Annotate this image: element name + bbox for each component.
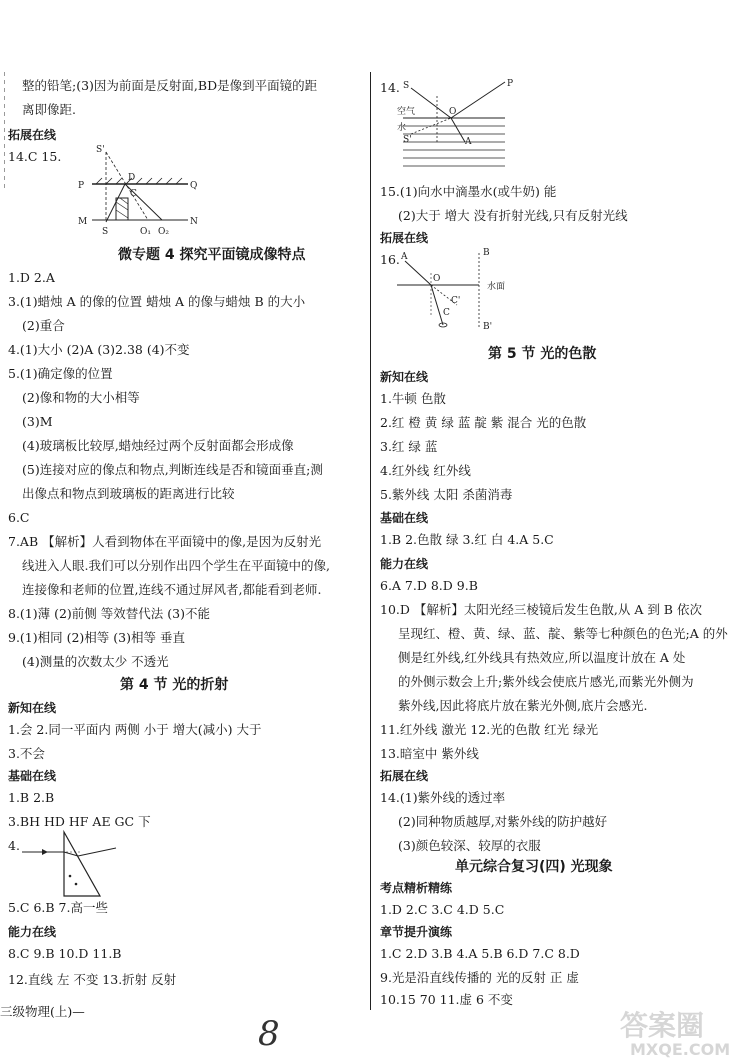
section-label: 能力在线	[8, 925, 57, 939]
section-heading: 第 5 节 光的色散	[488, 346, 597, 362]
section-heading: 微专题 4 探究平面镜成像特点	[118, 247, 306, 263]
fig16-label-a: A	[401, 252, 408, 262]
figure-mirror-construction	[70, 140, 210, 240]
answer-line: 5.C 6.B 7.高一些	[8, 900, 108, 915]
section-label: 能力在线	[380, 557, 429, 571]
figure-water-surface	[395, 245, 525, 335]
answer-line: (2)同种物质越厚,对紫外线的防护越好	[398, 814, 608, 829]
answer-line: 4.	[8, 838, 20, 853]
answer-line: 离即像距.	[22, 102, 76, 117]
answer-line: (3)颜色较深、较厚的衣服	[398, 838, 541, 853]
answer-line: 9.光是沿直线传播的 光的反射 正 虚	[380, 970, 579, 985]
fig14-label-o: O	[449, 107, 457, 117]
section-label: 新知在线	[380, 370, 429, 384]
fig15-label-o1: O₁	[140, 227, 151, 237]
answer-line: 6.C	[8, 510, 30, 525]
answer-line: 5.紫外线 太阳 杀菌消毒	[380, 487, 513, 502]
answer-line: 3.不会	[8, 746, 45, 761]
figure-water-refraction	[395, 76, 525, 176]
fig15-label-p: P	[78, 181, 85, 191]
fig15-label-q: Q	[190, 181, 198, 191]
answer-line: 7.AB 【解析】人看到物体在平面镜中的像,是因为反射光	[8, 534, 322, 549]
answer-line: 1.C 2.D 3.B 4.A 5.B 6.D 7.C 8.D	[380, 946, 580, 961]
section-label: 基础在线	[380, 511, 429, 525]
fig15-label-s: S	[102, 227, 109, 237]
answer-line: (3)M	[22, 414, 53, 429]
fig16-label-b-prime: B'	[483, 322, 493, 332]
section-label: 基础在线	[8, 769, 57, 783]
answer-line: 6.A 7.D 8.D 9.B	[380, 578, 478, 593]
answer-line: 14.(1)紫外线的透过率	[380, 790, 506, 805]
figure-prism-refraction	[20, 830, 130, 900]
fig16-label-b: B	[483, 248, 490, 258]
answer-line: 1.会 2.同一平面内 两侧 小于 增大(减小) 大于	[8, 722, 262, 737]
answer-line: 出像点和物点到玻璃板的距离进行比较	[22, 486, 235, 501]
fig15-label-m: M	[78, 217, 88, 227]
answer-line: 呈现红、橙、黄、绿、蓝、靛、紫等七种颜色的色光;A 的外	[398, 626, 728, 641]
answer-line: 11.红外线 激光 12.光的色散 红光 绿光	[380, 722, 599, 737]
answer-line: 8.C 9.B 10.D 11.B	[8, 946, 122, 961]
answer-line: 1.B 2.B	[8, 790, 55, 805]
fig16-label-water-surface: 水面	[487, 282, 506, 292]
answer-line: (4)玻璃板比较厚,蜡烛经过两个反射面都会形成像	[22, 438, 294, 453]
answer-line: 10.D 【解析】太阳光经三棱镜后发生色散,从 A 到 B 依次	[380, 602, 702, 617]
answer-line: 13.暗室中 紫外线	[380, 746, 479, 761]
answer-line: 16.	[380, 252, 400, 267]
answer-line: 9.(1)相同 (2)相等 (3)相等 垂直	[8, 630, 185, 645]
answer-line: 1.牛顿 色散	[380, 391, 446, 406]
section-label: 新知在线	[8, 701, 57, 715]
binding-edge	[4, 72, 5, 192]
answer-line: 8.(1)薄 (2)前侧 等效替代法 (3)不能	[8, 606, 210, 621]
answer-line: (2)大于 增大 没有折射光线,只有反射光线	[398, 208, 628, 223]
column-divider	[370, 72, 371, 1010]
fig15-label-d: D	[128, 173, 136, 183]
answer-line: 4.红外线 红外线	[380, 463, 471, 478]
answer-line: 10.15 70 11.虚 6 不变	[380, 992, 513, 1007]
fig14-label-s-prime: S'	[403, 135, 412, 145]
watermark-url: MXQE.COM	[630, 1040, 731, 1059]
answer-line: 14.C 15.	[8, 149, 62, 164]
answer-line: (5)连接对应的像点和物点,判断连线是否和镜面垂直;测	[22, 462, 323, 477]
fig16-label-o: O	[433, 274, 441, 284]
answer-line: 14.	[380, 80, 400, 95]
fig14-label-air: 空气	[397, 107, 416, 117]
fig16-label-c: C	[443, 308, 450, 318]
answer-line: 2.红 橙 黄 绿 蓝 靛 紫 混合 光的色散	[380, 415, 587, 430]
answer-line: 三级物理(上)—	[0, 1004, 85, 1019]
watermark-logo: 答案圈	[620, 1009, 705, 1042]
answer-line: 紫外线,因此将底片放在紫光外侧,底片会感光.	[398, 698, 648, 713]
fig14-label-a: A	[465, 137, 472, 147]
answer-line: 5.(1)确定像的位置	[8, 366, 113, 381]
fig16-label-c-prime: C'	[451, 296, 461, 306]
answer-line: 3.BH HD HF AE GC 下	[8, 814, 151, 829]
section-label: 拓展在线	[380, 231, 429, 245]
page-number: 8	[258, 1014, 280, 1054]
answer-line: 3.(1)蜡烛 A 的像的位置 蜡烛 A 的像与蜡烛 B 的大小	[8, 294, 306, 309]
fig15-label-s-prime: S'	[96, 145, 105, 155]
answer-line: (2)重合	[22, 318, 65, 333]
answer-line: (4)测量的次数太少 不透光	[22, 654, 169, 669]
answer-line: 线进入人眼.我们可以分别作出四个学生在平面镜中的像,	[22, 558, 330, 573]
answer-line: 15.(1)向水中滴墨水(或牛奶) 能	[380, 184, 557, 199]
answer-line: 1.D 2.C 3.C 4.D 5.C	[380, 902, 505, 917]
answer-line: 的外侧示数会上升;紫外线会使底片感光,而紫光外侧为	[398, 674, 694, 689]
answer-line: 1.B 2.色散 绿 3.红 白 4.A 5.C	[380, 532, 554, 547]
fig15-label-n: N	[190, 217, 198, 227]
section-label: 考点精析精练	[380, 881, 453, 895]
answer-line: (2)像和物的大小相等	[22, 390, 140, 405]
fig15-label-c: C	[130, 189, 137, 199]
answer-line: 1.D 2.A	[8, 270, 55, 285]
answer-line: 12.直线 左 不变 13.折射 反射	[8, 972, 177, 987]
answer-line: 连接像和老师的位置,连线不通过屏风者,都能看到老师.	[22, 582, 322, 597]
answer-line: 3.红 绿 蓝	[380, 439, 438, 454]
fig15-label-o2: O₂	[158, 227, 169, 237]
fig14-label-p: P	[507, 79, 514, 89]
section-heading: 单元综合复习(四) 光现象	[455, 859, 613, 875]
section-label: 拓展在线	[8, 128, 57, 142]
fig14-label-water: 水	[397, 123, 407, 133]
section-label: 章节提升演练	[380, 925, 453, 939]
answer-line: 整的铅笔;(3)因为前面是反射面,BD是像到平面镜的距	[22, 78, 318, 93]
section-label: 拓展在线	[380, 769, 429, 783]
answer-line: 4.(1)大小 (2)A (3)2.38 (4)不变	[8, 342, 190, 357]
section-heading: 第 4 节 光的折射	[120, 677, 229, 693]
answer-line: 侧是红外线,红外线具有热效应,所以温度计放在 A 处	[398, 650, 686, 665]
fig14-label-s: S	[403, 81, 410, 91]
